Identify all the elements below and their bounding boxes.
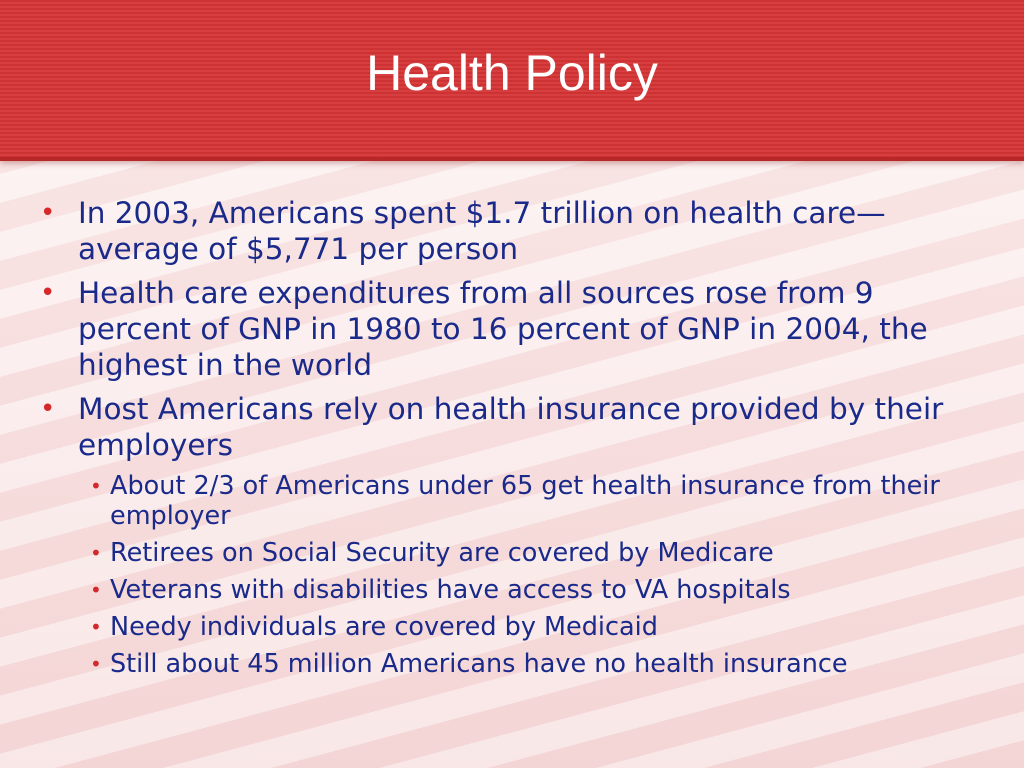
slide-content bbox=[40, 195, 990, 687]
bullet-text: In 2003, Americans spent $1.7 trillion on health care—average of $5,771 per person bbox=[78, 196, 886, 266]
sub-bullet-text: Needy individuals are covered by Medicaid bbox=[110, 612, 658, 642]
bullet-item bbox=[40, 391, 990, 679]
title-bar-edge bbox=[0, 157, 1024, 161]
bullet-text: Health care expenditures from all sources rose from 9 percent of GNP in 1980 to 16 percent of GNP in 2004, the highest in the world bbox=[78, 276, 928, 382]
sub-bullet-text: About 2/3 of Americans under 65 get health insurance from their employer bbox=[110, 471, 940, 531]
sub-bullet-item bbox=[78, 471, 990, 531]
bullet-text: Most Americans rely on health insurance provided by their employers bbox=[78, 392, 944, 462]
slide-title: Health Policy bbox=[366, 45, 658, 101]
sub-bullet-text: Veterans with disabilities have access to VA hospitals bbox=[110, 575, 791, 605]
sub-bullet-list bbox=[78, 471, 990, 679]
sub-bullet-item bbox=[78, 575, 990, 605]
bullet-item bbox=[40, 195, 990, 267]
sub-bullet-dot-icon: • bbox=[90, 474, 102, 498]
bullet-list bbox=[40, 195, 990, 679]
sub-bullet-dot-icon: • bbox=[90, 652, 102, 676]
sub-bullet-dot-icon: • bbox=[90, 541, 102, 565]
sub-bullet-dot-icon: • bbox=[90, 578, 102, 602]
sub-bullet-text: Still about 45 million Americans have no health insurance bbox=[110, 649, 848, 679]
sub-bullet-dot-icon: • bbox=[90, 615, 102, 639]
bullet-dot-icon: • bbox=[40, 278, 56, 308]
bullet-dot-icon: • bbox=[40, 394, 56, 424]
bullet-item bbox=[40, 275, 990, 383]
bullet-dot-icon: • bbox=[40, 198, 56, 228]
sub-bullet-text: Retirees on Social Security are covered by Medicare bbox=[110, 538, 774, 568]
sub-bullet-item bbox=[78, 538, 990, 568]
sub-bullet-item bbox=[78, 649, 990, 679]
sub-bullet-item bbox=[78, 612, 990, 642]
